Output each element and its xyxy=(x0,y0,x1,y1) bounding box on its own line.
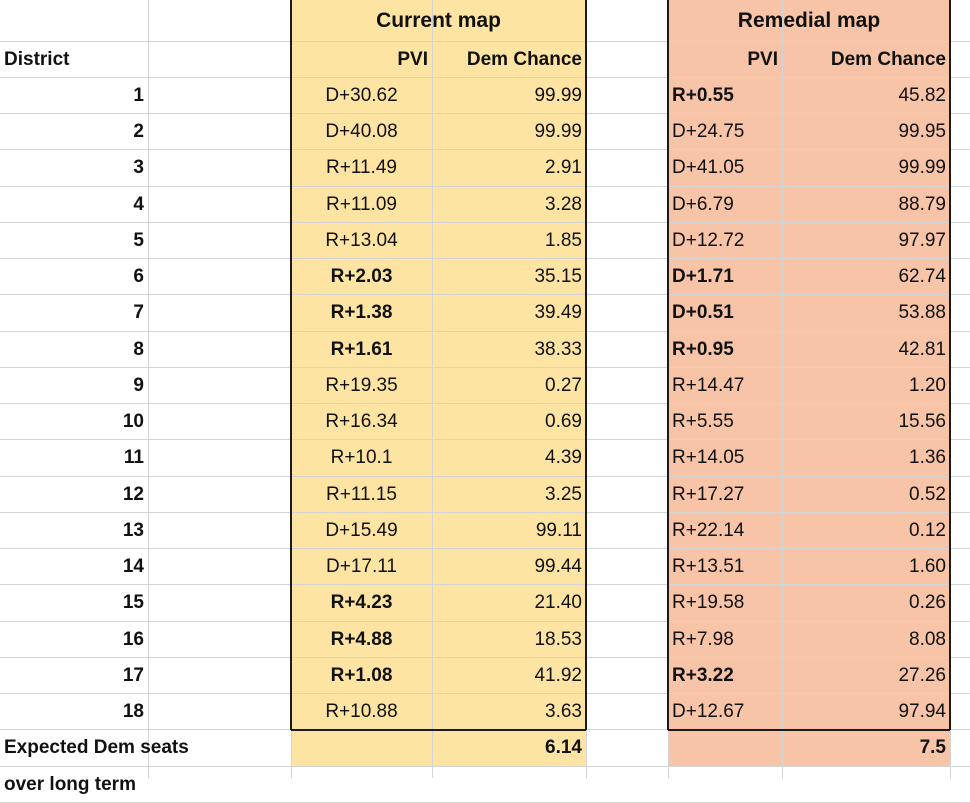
district-number: 5 xyxy=(133,229,144,251)
current-dem-chance-cell: 3.25 xyxy=(545,483,582,505)
remedial-map-title: Remedial map xyxy=(737,9,881,32)
current-pvi-cell: R+4.23 xyxy=(330,592,393,614)
current-dem-chance-cell: 3.28 xyxy=(545,193,582,215)
current-pvi-cell: R+10.88 xyxy=(325,701,398,723)
remedial-dem-chance-cell: 45.82 xyxy=(898,84,946,106)
district-number: 3 xyxy=(133,157,144,179)
remedial-expected-seats: 7.5 xyxy=(919,737,946,759)
current-pvi-header: PVI xyxy=(397,48,428,70)
current-pvi-cell: R+11.09 xyxy=(326,193,397,215)
remedial-dem-chance-cell: 0.52 xyxy=(909,483,946,505)
remedial-pvi-cell: D+41.05 xyxy=(672,157,745,179)
district-number: 7 xyxy=(133,302,144,324)
remedial-dem-chance-cell: 62.74 xyxy=(898,266,946,288)
remedial-pvi-cell: R+14.47 xyxy=(672,374,745,396)
remedial-dem-chance-cell: 1.20 xyxy=(909,374,946,396)
remedial-pvi-cell: R+14.05 xyxy=(672,447,745,469)
district-number: 14 xyxy=(122,556,144,578)
current-dem-chance-cell: 99.99 xyxy=(534,84,582,106)
current-pvi-cell: D+17.11 xyxy=(326,556,397,578)
current-map-title: Current map xyxy=(376,9,501,32)
district-number: 10 xyxy=(122,411,144,433)
remedial-dem-chance-cell: 42.81 xyxy=(898,338,946,360)
expected-seats-label-line2: over long term xyxy=(4,773,136,795)
remedial-dem-chance-header: Dem Chance xyxy=(830,48,946,70)
remedial-dem-chance-cell: 8.08 xyxy=(909,628,946,650)
remedial-pvi-cell: R+5.55 xyxy=(672,411,734,433)
remedial-pvi-cell: D+6.79 xyxy=(672,193,734,215)
remedial-dem-chance-cell: 99.95 xyxy=(898,121,946,143)
expected-seats-label: Expected Dem seats xyxy=(4,737,189,759)
remedial-pvi-cell: R+7.98 xyxy=(672,628,734,650)
current-dem-chance-cell: 1.85 xyxy=(545,229,582,251)
current-pvi-cell: R+11.49 xyxy=(326,157,397,179)
remedial-pvi-cell: D+0.51 xyxy=(672,302,734,324)
remedial-dem-chance-cell: 53.88 xyxy=(898,302,946,324)
district-number: 9 xyxy=(133,374,144,396)
district-number: 4 xyxy=(133,193,144,215)
district-number: 1 xyxy=(133,84,144,106)
current-dem-chance-cell: 41.92 xyxy=(534,664,582,686)
remedial-pvi-cell: R+19.58 xyxy=(672,592,745,614)
district-header: District xyxy=(4,48,70,70)
district-number: 12 xyxy=(122,483,144,505)
current-dem-chance-cell: 99.44 xyxy=(534,556,582,578)
current-dem-chance-cell: 99.99 xyxy=(534,121,582,143)
remedial-pvi-cell: R+17.27 xyxy=(672,483,745,505)
remedial-dem-chance-cell: 27.26 xyxy=(898,664,946,686)
remedial-dem-chance-cell: 97.94 xyxy=(898,701,946,723)
current-dem-chance-cell: 3.63 xyxy=(545,701,582,723)
district-number: 18 xyxy=(122,701,144,723)
remedial-pvi-cell: R+3.22 xyxy=(672,664,734,686)
current-pvi-cell: R+13.04 xyxy=(325,229,398,251)
remedial-dem-chance-cell: 88.79 xyxy=(898,193,946,215)
remedial-pvi-cell: D+12.72 xyxy=(672,229,745,251)
remedial-dem-chance-cell: 99.99 xyxy=(898,157,946,179)
current-pvi-cell: D+30.62 xyxy=(325,84,398,106)
current-pvi-cell: R+19.35 xyxy=(325,374,398,396)
current-pvi-cell: D+40.08 xyxy=(325,121,398,143)
current-pvi-cell: R+10.1 xyxy=(330,447,393,469)
current-pvi-cell: R+1.08 xyxy=(330,664,393,686)
district-number: 16 xyxy=(122,628,144,650)
district-number: 8 xyxy=(133,338,144,360)
current-dem-chance-cell: 21.40 xyxy=(534,592,582,614)
current-dem-chance-header: Dem Chance xyxy=(466,48,582,70)
district-number: 2 xyxy=(133,121,144,143)
district-number: 15 xyxy=(122,592,144,614)
district-number: 17 xyxy=(122,664,144,686)
remedial-dem-chance-cell: 1.60 xyxy=(909,556,946,578)
remedial-dem-chance-cell: 97.97 xyxy=(898,229,946,251)
current-dem-chance-cell: 0.69 xyxy=(545,411,582,433)
current-pvi-cell: D+15.49 xyxy=(325,519,398,541)
remedial-pvi-cell: R+0.55 xyxy=(672,84,734,106)
current-dem-chance-cell: 35.15 xyxy=(534,266,582,288)
remedial-dem-chance-cell: 15.56 xyxy=(898,411,946,433)
remedial-pvi-cell: D+1.71 xyxy=(672,266,734,288)
remedial-pvi-header: PVI xyxy=(747,48,778,70)
current-pvi-cell: R+11.15 xyxy=(326,483,397,505)
current-dem-chance-cell: 4.39 xyxy=(545,447,582,469)
remedial-pvi-cell: R+22.14 xyxy=(672,519,745,541)
current-dem-chance-cell: 2.91 xyxy=(545,157,582,179)
remedial-dem-chance-cell: 0.26 xyxy=(909,592,946,614)
current-dem-chance-cell: 0.27 xyxy=(545,374,582,396)
current-dem-chance-cell: 99.11 xyxy=(535,519,582,541)
current-pvi-cell: R+1.38 xyxy=(330,302,393,324)
current-pvi-cell: R+16.34 xyxy=(325,411,398,433)
district-number: 13 xyxy=(122,519,144,541)
district-number: 6 xyxy=(133,266,144,288)
current-pvi-cell: R+4.88 xyxy=(330,628,393,650)
remedial-pvi-cell: R+0.95 xyxy=(672,338,734,360)
current-pvi-cell: R+1.61 xyxy=(330,338,393,360)
current-expected-seats: 6.14 xyxy=(545,737,582,759)
remedial-pvi-cell: D+12.67 xyxy=(672,701,745,723)
remedial-pvi-cell: R+13.51 xyxy=(672,556,745,578)
remedial-dem-chance-cell: 1.36 xyxy=(909,447,946,469)
current-dem-chance-cell: 18.53 xyxy=(534,628,582,650)
remedial-dem-chance-cell: 0.12 xyxy=(909,519,946,541)
district-number: 11 xyxy=(123,447,144,469)
current-dem-chance-cell: 39.49 xyxy=(534,302,582,324)
current-pvi-cell: R+2.03 xyxy=(330,266,393,288)
remedial-pvi-cell: D+24.75 xyxy=(672,121,745,143)
current-dem-chance-cell: 38.33 xyxy=(534,338,582,360)
